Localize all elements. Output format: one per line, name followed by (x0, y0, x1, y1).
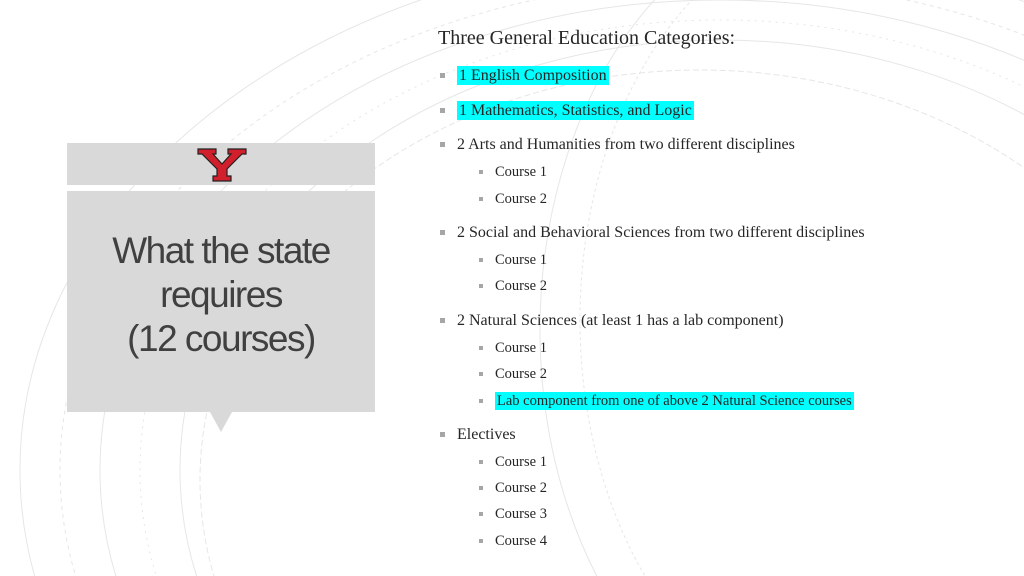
callout-pointer (210, 412, 232, 432)
list-item: 1 English Composition (459, 67, 607, 84)
bullet-icon (479, 460, 483, 464)
sub-list-item: Course 3 (495, 506, 547, 522)
bullet-icon (479, 486, 483, 490)
bullet-icon (440, 108, 445, 113)
bullet-icon (440, 432, 445, 437)
bullet-icon (479, 284, 483, 288)
sub-list-item: Course 2 (495, 366, 547, 382)
sub-list-item: Course 4 (495, 533, 547, 549)
bullet-icon (479, 346, 483, 350)
list-item: 1 Mathematics, Statistics, and Logic (459, 102, 692, 119)
bullet-icon (479, 197, 483, 201)
list-item: Electives (457, 426, 516, 443)
bullet-icon (440, 142, 445, 147)
bullet-icon (479, 539, 483, 543)
sub-list-item: Course 2 (495, 480, 547, 496)
sub-list-item: Course 2 (495, 191, 547, 207)
list-item: 2 Arts and Humanities from two different disciplines (457, 136, 795, 153)
list-heading: Three General Education Categories: (438, 27, 736, 49)
list-item: 2 Natural Sciences (at least 1 has a lab component) (457, 312, 784, 329)
sub-list-item: Course 1 (495, 340, 547, 356)
bullet-icon (479, 258, 483, 262)
title-line: What the state (112, 230, 330, 271)
sub-list-item: Course 1 (495, 164, 547, 180)
title-line: (12 courses) (127, 318, 315, 359)
bullet-icon (479, 372, 483, 376)
bullet-icon (479, 399, 483, 403)
ysu-logo-icon (196, 147, 248, 183)
bullet-icon (440, 73, 445, 78)
bullet-icon (479, 512, 483, 516)
list-item: 2 Social and Behavioral Sciences from two different disciplines (457, 224, 865, 241)
sub-list-item: Course 2 (495, 278, 547, 294)
sub-list-item: Course 1 (495, 454, 547, 470)
sub-list-item: Course 1 (495, 252, 547, 268)
bullet-icon (440, 318, 445, 323)
title-panel (67, 191, 375, 412)
bullet-icon (440, 230, 445, 235)
bullet-icon (479, 170, 483, 174)
sub-list-item: Lab component from one of above 2 Natural Science courses (497, 393, 852, 409)
slide-title (67, 229, 375, 361)
logo-panel (67, 143, 375, 185)
title-line: requires (160, 274, 282, 315)
